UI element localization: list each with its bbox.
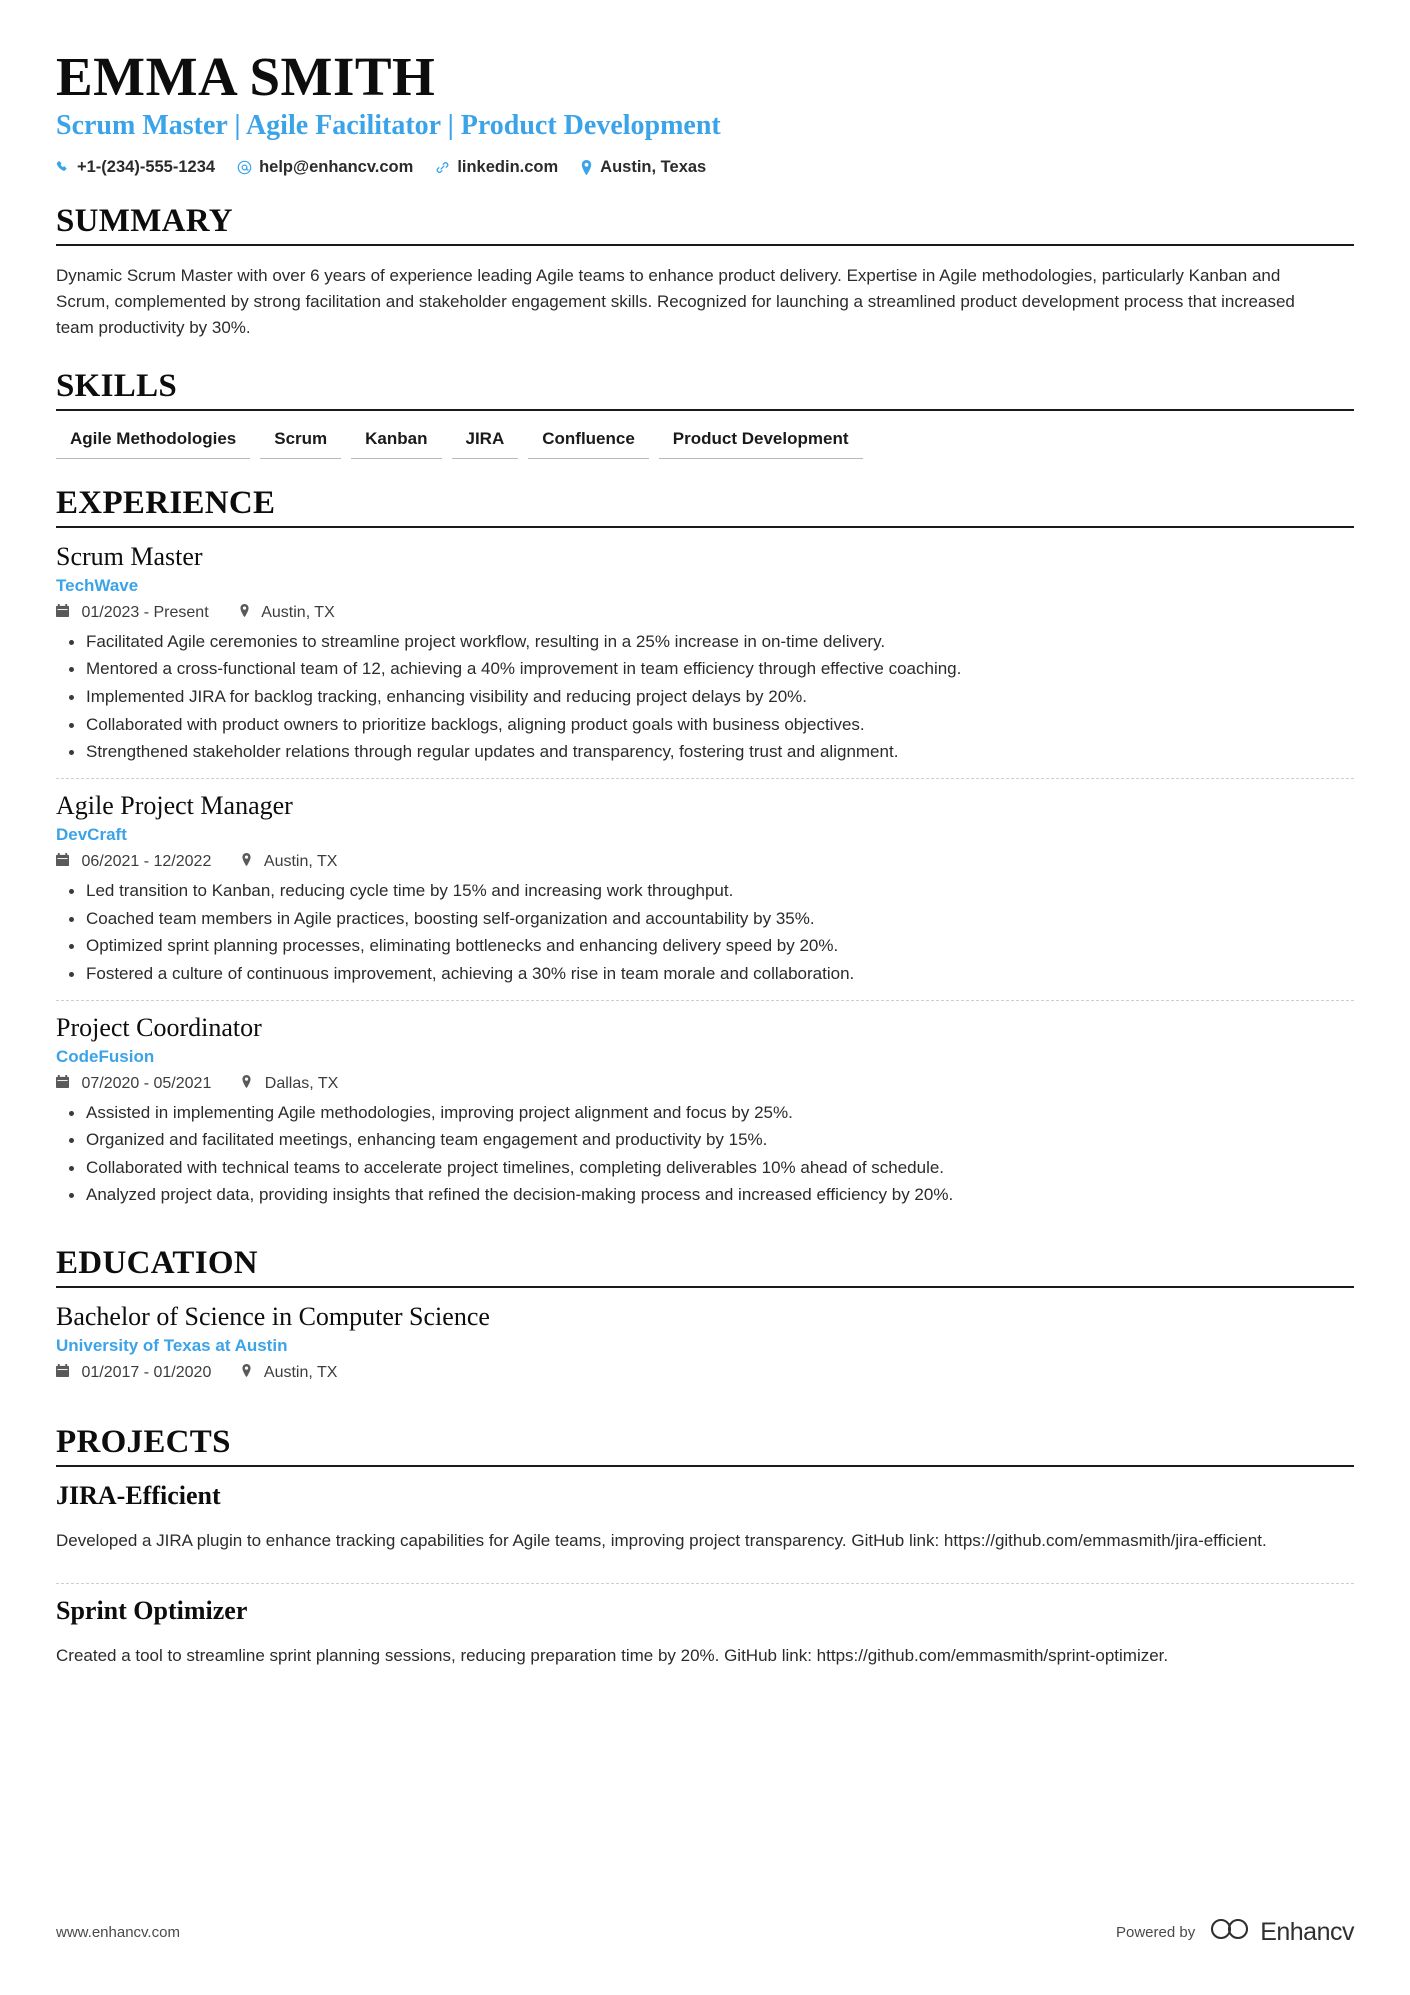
email-icon: [237, 160, 252, 175]
company-name: DevCraft: [56, 824, 127, 844]
date-range: [56, 1075, 211, 1093]
skill-chip: Confluence: [528, 425, 649, 459]
section-divider: [56, 526, 1354, 528]
date-range: [56, 1364, 211, 1382]
section-divider: [56, 1286, 1354, 1288]
location-pin-icon: [241, 1075, 252, 1088]
bullet-item: Optimized sprint planning processes, eliminating bottlenecks and enhancing delivery speed by 20%.: [86, 934, 1354, 959]
company-name: TechWave: [56, 575, 139, 595]
enhancv-mark-icon: [1209, 1916, 1251, 1949]
date-range: [56, 853, 211, 871]
school-location: [241, 1364, 337, 1382]
section-title-projects: PROJECTS: [56, 1424, 231, 1461]
entry-meta: [56, 853, 1354, 871]
project-description: Developed a JIRA plugin to enhance tracking capabilities for Agile teams, improving project transparency. GitHub link: https://github.com/emmasmith/jira-efficient.: [56, 1531, 1267, 1551]
experience-entry: [56, 778, 1354, 1000]
phone-icon: [56, 160, 70, 174]
bullet-item: Collaborated with product owners to prioritize backlogs, aligning product goals with business objectives.: [86, 713, 1354, 738]
experience-entry: [56, 542, 1354, 778]
experience-entry: [56, 1000, 1354, 1222]
bullet-item: Implemented JIRA for backlog tracking, enhancing visibility and reducing project delays by 20%.: [86, 685, 1354, 710]
contact-linkedin[interactable]: [435, 158, 558, 177]
section-projects: [56, 1424, 1354, 1699]
footer-website[interactable]: www.enhancv.com: [56, 1924, 180, 1941]
section-divider: [56, 244, 1354, 246]
spacer: [56, 1225, 1354, 1245]
job-bullets: [56, 630, 1354, 765]
date-range: [56, 604, 209, 622]
project-name: Sprint Optimizer: [56, 1596, 248, 1626]
job-location-text: Austin, TX: [261, 603, 335, 621]
job-location: [241, 853, 337, 871]
degree-title: Bachelor of Science in Computer Science: [56, 1302, 490, 1332]
bullet-item: Led transition to Kanban, reducing cycle time by 15% and increasing work throughput.: [86, 879, 1354, 904]
section-divider: [56, 1465, 1354, 1467]
contact-phone-text: +1-(234)-555-1234: [77, 157, 216, 176]
school-location-text: Austin, TX: [263, 1364, 338, 1382]
contact-linkedin-text[interactable]: linkedin.com: [457, 157, 559, 176]
job-location-text: Austin, TX: [263, 852, 338, 870]
location-pin-icon: [580, 160, 593, 175]
page-footer: [56, 1916, 1354, 1949]
project-entry: [56, 1481, 1354, 1583]
date-range-text: 06/2021 - 12/2022: [81, 852, 212, 870]
date-range-text: 01/2023 - Present: [81, 603, 209, 621]
contact-phone: [56, 158, 215, 177]
skill-chip: JIRA: [452, 425, 519, 459]
contact-email-text: help@enhancv.com: [259, 157, 414, 176]
bullet-item: Facilitated Agile ceremonies to streamline project workflow, resulting in a 25% increase in on-time delivery.: [86, 630, 1354, 655]
job-location: [241, 1075, 338, 1093]
date-range-text: 07/2020 - 05/2021: [81, 1074, 212, 1092]
skill-chip: Agile Methodologies: [56, 425, 250, 459]
link-icon: [435, 160, 450, 175]
skill-chip: Scrum: [260, 425, 341, 459]
job-title: Scrum Master: [56, 541, 203, 571]
bullet-item: Collaborated with technical teams to accelerate project timelines, completing deliverables 10% ahead of schedule.: [86, 1156, 1354, 1181]
enhancv-wordmark: Enhancv: [1260, 1918, 1354, 1946]
entry-meta: [56, 1364, 1354, 1382]
bullet-item: Strengthened stakeholder relations through regular updates and transparency, fostering trust and alignment.: [86, 740, 1354, 765]
calendar-icon: [56, 853, 69, 866]
company-name: CodeFusion: [56, 1046, 155, 1066]
resume-header: [56, 48, 1354, 177]
spacer: [56, 1404, 1354, 1424]
project-entry: [56, 1583, 1354, 1698]
section-education: [56, 1245, 1354, 1400]
contact-location-text: Austin, Texas: [600, 157, 707, 176]
contact-email: [237, 158, 413, 177]
section-title-skills: SKILLS: [56, 367, 178, 404]
footer-branding: [1116, 1916, 1354, 1949]
bullet-item: Mentored a cross-functional team of 12, achieving a 40% improvement in team efficiency through effective coaching.: [86, 657, 1354, 682]
page-title: EMMA SMITH: [56, 46, 436, 107]
section-experience: [56, 485, 1354, 1221]
calendar-icon: [56, 1075, 69, 1088]
project-name: JIRA-Efficient: [56, 1481, 221, 1511]
powered-by-label: Powered by: [1115, 1924, 1196, 1941]
location-pin-icon: [241, 853, 252, 866]
location-pin-icon: [239, 604, 250, 617]
professional-headline: Scrum Master | Agile Facilitator | Product Development: [56, 109, 721, 141]
section-title-summary: SUMMARY: [56, 202, 233, 239]
skill-chip: Kanban: [351, 425, 441, 459]
date-range-text: 01/2017 - 01/2020: [81, 1364, 212, 1382]
job-bullets: [56, 1101, 1354, 1209]
bullet-item: Analyzed project data, providing insights that refined the decision-making process and increased efficiency by 20%.: [86, 1183, 1354, 1208]
summary-text: Dynamic Scrum Master with over 6 years of experience leading Agile teams to enhance product delivery. Expertise in Agile methodologies, particularly Kanban and Scrum, complemented by strong facilitation and stakeholder engagement skills. Recognized for launching a streamlined product development process that increased team productivity by 30%.: [56, 265, 1295, 338]
job-location: [239, 604, 335, 622]
job-bullets: [56, 879, 1354, 987]
section-skills: [56, 368, 1354, 459]
contact-location: [580, 158, 706, 177]
school-name: University of Texas at Austin: [56, 1336, 288, 1356]
job-title: Agile Project Manager: [56, 790, 293, 820]
job-title: Project Coordinator: [56, 1012, 262, 1042]
entry-meta: [56, 1075, 1354, 1093]
education-entry: [56, 1302, 1354, 1400]
bullet-item: Coached team members in Agile practices, boosting self-organization and accountability by 35%.: [86, 907, 1354, 932]
contact-row: [56, 158, 1354, 177]
section-title-experience: EXPERIENCE: [56, 484, 276, 521]
section-summary: [56, 203, 1354, 342]
skills-list: [56, 425, 1354, 459]
bullet-item: Organized and facilitated meetings, enhancing team engagement and productivity by 15%.: [86, 1128, 1354, 1153]
calendar-icon: [56, 1364, 69, 1377]
job-location-text: Dallas, TX: [264, 1074, 339, 1092]
section-title-education: EDUCATION: [56, 1245, 258, 1282]
bullet-item: Fostered a culture of continuous improvement, achieving a 30% rise in team morale and collaboration.: [86, 962, 1354, 987]
bullet-item: Assisted in implementing Agile methodologies, improving project alignment and focus by 25%.: [86, 1101, 1354, 1126]
section-divider: [56, 409, 1354, 411]
enhancv-logo: [1209, 1916, 1354, 1949]
calendar-icon: [56, 604, 69, 617]
location-pin-icon: [241, 1364, 252, 1377]
skill-chip: Product Development: [659, 425, 863, 459]
project-description: Created a tool to streamline sprint planning sessions, reducing preparation time by 20%. GitHub link: https://github.com/emmasmith/sprint-optimizer.: [56, 1646, 1169, 1666]
entry-meta: [56, 604, 1354, 622]
